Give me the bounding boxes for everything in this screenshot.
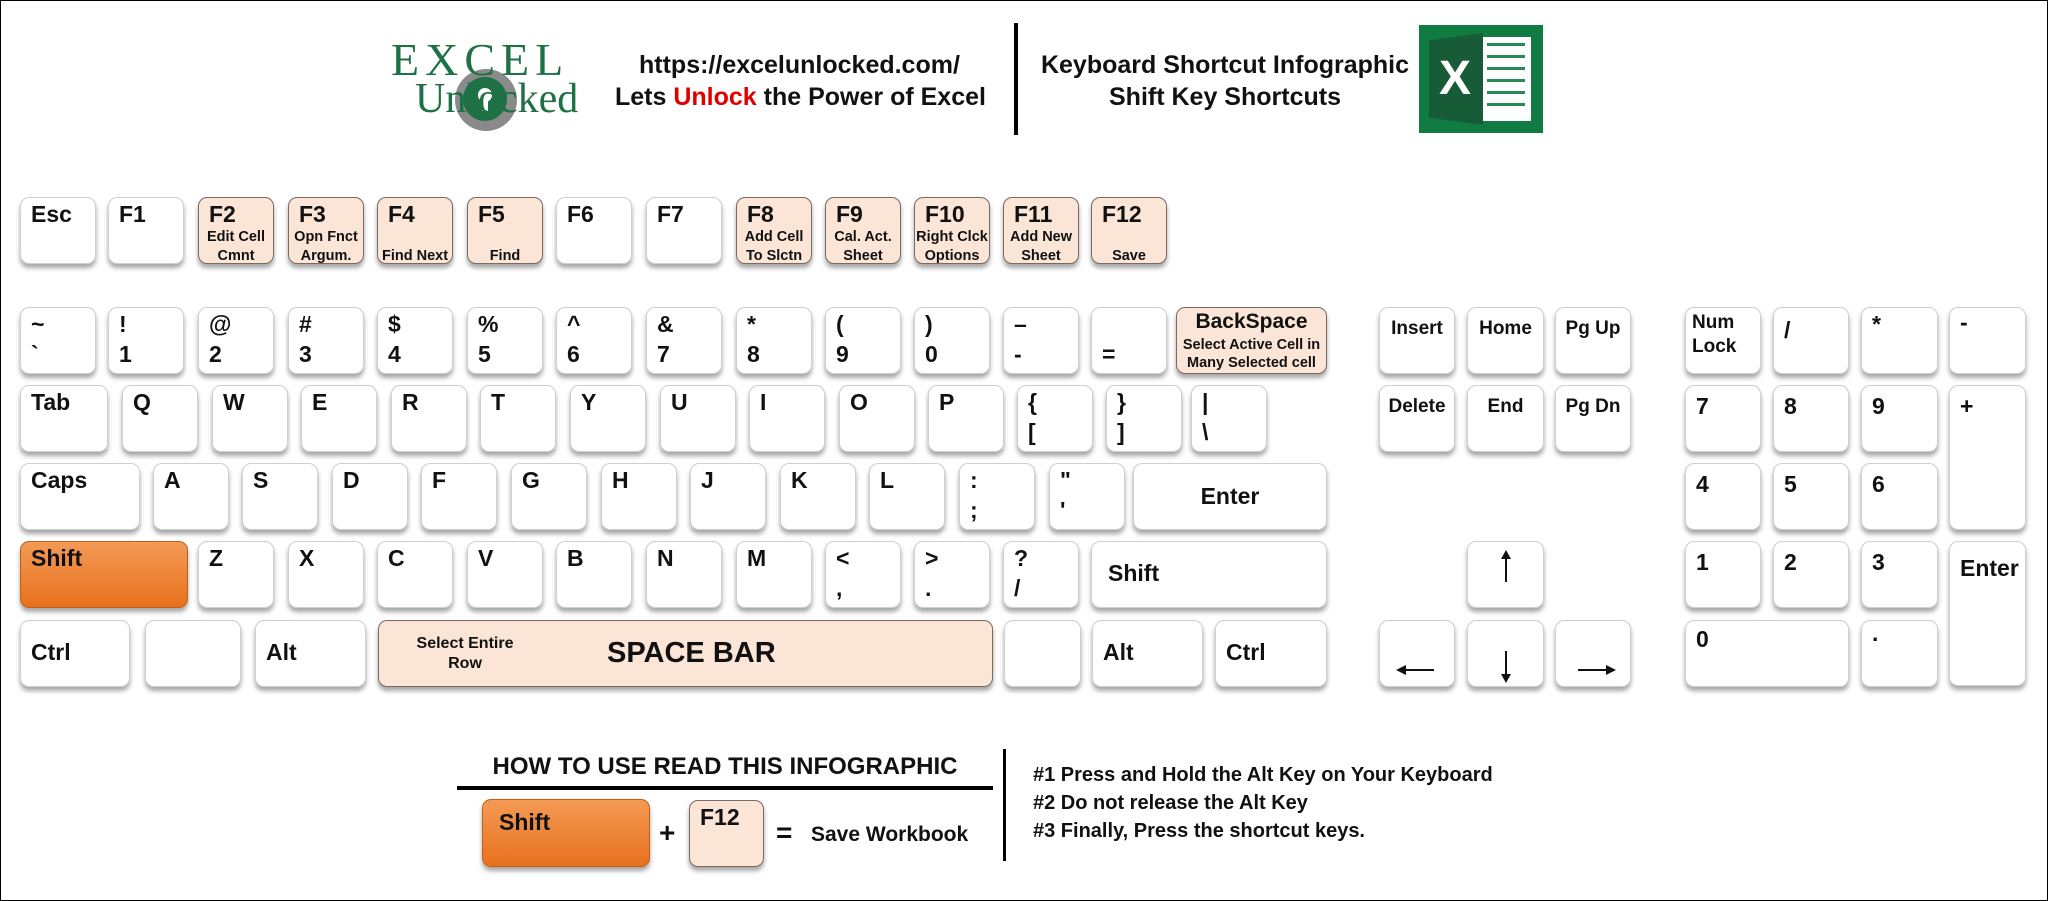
key-number-row-5[interactable] [467, 307, 543, 374]
arrow-left-icon [1396, 663, 1436, 677]
key-bottom-char: 7 [657, 341, 670, 367]
fkey-label: F7 [657, 201, 684, 227]
page-down-key[interactable] [1555, 385, 1631, 452]
arrow-right-key[interactable] [1555, 620, 1631, 687]
fkey-f7[interactable] [646, 197, 722, 264]
key-q-row-5[interactable] [480, 385, 556, 452]
howto-result: Save Workbook [811, 823, 969, 846]
backspace-desc-1: Select Active Cell in [1182, 337, 1321, 353]
howto-title-underline [457, 786, 993, 790]
key-z-row-3[interactable] [377, 541, 453, 608]
fkey-label: F11 [1014, 201, 1053, 227]
numpad-3-label: 3 [1872, 549, 1885, 575]
key-top-char: S [253, 467, 269, 493]
fkey-label: F1 [119, 201, 146, 227]
fkey-label: F3 [299, 201, 326, 227]
key-top-char: O [850, 389, 868, 415]
key-top-char: Shift [31, 545, 83, 571]
key-q-row-12[interactable] [1106, 385, 1182, 452]
right-ctrl-label: Ctrl [1226, 639, 1266, 665]
left-ctrl-key[interactable] [20, 620, 130, 687]
key-q-row-7[interactable] [660, 385, 736, 452]
key-bottom-char: 9 [836, 341, 849, 367]
key-number-row-7[interactable] [646, 307, 722, 374]
numpad-5-label: 5 [1784, 471, 1797, 497]
howto-f12-key [689, 800, 764, 867]
fkey-desc-1: Cal. Act. [834, 229, 892, 245]
left-alt-key[interactable] [255, 620, 366, 687]
numpad-4-label: 4 [1696, 471, 1709, 497]
key-a-row-5[interactable] [511, 463, 587, 530]
key-top-char: H [612, 467, 629, 493]
key-bottom-char: = [1102, 341, 1116, 367]
key-top-char: C [388, 545, 405, 571]
numpad-1-key[interactable] [1685, 541, 1761, 608]
key-bottom-char: 6 [567, 341, 580, 367]
numpad-enter-key[interactable] [1949, 541, 2026, 686]
numpad-plus-key[interactable] [1949, 385, 2026, 530]
howto-step-3: #3 Finally, Press the shortcut keys. [1033, 820, 1365, 842]
key-bottom-char: 8 [747, 341, 760, 367]
fkey-desc-2: Save [1112, 248, 1146, 264]
header-divider [1014, 23, 1018, 135]
key-bottom-char: - [1014, 341, 1022, 367]
numpad-minus-label: - [1960, 309, 1968, 335]
key-a-row-2[interactable] [242, 463, 318, 530]
excel-icon-letter: X [1439, 52, 1472, 105]
key-z-row-10[interactable] [1003, 541, 1079, 608]
key-bottom-char: [ [1028, 419, 1036, 445]
key-top-char: Z [209, 545, 224, 571]
fkey-label: F6 [567, 201, 594, 227]
page-up-key[interactable] [1555, 307, 1631, 374]
howto-shift-key [482, 799, 650, 867]
end-key[interactable] [1467, 385, 1544, 452]
key-top-char: $ [388, 311, 401, 337]
key-top-char: L [880, 467, 895, 493]
fkey-f4[interactable] [377, 197, 453, 264]
numpad-divide-label: / [1784, 317, 1791, 343]
space-bar-desc-1: Select Entire [416, 635, 514, 652]
numpad-6-label: 6 [1872, 471, 1885, 497]
key-a-row-10[interactable] [959, 463, 1035, 530]
fkey-desc-2: Cmnt [217, 248, 255, 264]
key-q-row-10[interactable] [928, 385, 1004, 452]
arrow-up-key[interactable] [1467, 541, 1544, 608]
numpad-multiply-label: * [1872, 311, 1881, 337]
key-top-char: > [925, 545, 939, 571]
num-lock-key[interactable] [1685, 307, 1761, 374]
key-number-row-11[interactable] [1003, 307, 1079, 374]
right-blank-key[interactable] [1004, 620, 1081, 687]
fkey-label: Esc [31, 201, 72, 227]
numpad-multiply-key[interactable] [1861, 307, 1938, 374]
numpad-enter-label: Enter [1960, 555, 2019, 581]
fkey-label: F9 [836, 201, 863, 227]
fkey-desc-1: Add New [1009, 229, 1073, 245]
numpad-9-key[interactable] [1861, 385, 1938, 452]
numpad-4-key[interactable] [1685, 463, 1761, 530]
howto-equals: = [776, 817, 793, 848]
numpad-7-key[interactable] [1685, 385, 1761, 452]
howto-title: HOW TO USE READ THIS INFOGRAPHIC [492, 753, 958, 780]
howto-step-2: #2 Do not release the Alt Key [1033, 792, 1308, 814]
key-a-row-4[interactable] [421, 463, 497, 530]
key-bottom-char: ' [1060, 497, 1066, 523]
howto-divider [1003, 749, 1006, 861]
key-top-char: " [1060, 467, 1071, 493]
key-top-char: U [671, 389, 688, 415]
fkey-desc-2: Options [924, 248, 980, 264]
key-top-char: | [1202, 389, 1209, 415]
key-top-char: Q [133, 389, 151, 415]
fkey-label: F8 [747, 201, 774, 227]
excel-unlocked-logo [389, 29, 601, 133]
key-q-row-1[interactable] [122, 385, 198, 452]
howto-shift-label: Shift [499, 809, 551, 835]
fkey-f10[interactable] [914, 197, 990, 264]
key-q-row-4[interactable] [391, 385, 467, 452]
key-top-char: & [657, 311, 674, 337]
key-q-row-2[interactable] [212, 385, 288, 452]
numpad-1-label: 1 [1696, 549, 1709, 575]
key-top-char: : [970, 467, 978, 493]
fkey-f3[interactable] [288, 197, 364, 264]
key-number-row-3[interactable] [288, 307, 364, 374]
key-bottom-char: 1 [119, 341, 132, 367]
arrow-down-icon [1496, 649, 1516, 683]
end-label: End [1487, 396, 1524, 417]
left-alt-label: Alt [266, 639, 297, 665]
delete-key[interactable] [1379, 385, 1455, 452]
arrow-right-icon [1576, 663, 1616, 677]
numpad-3-key[interactable] [1861, 541, 1938, 608]
home-key[interactable] [1467, 307, 1544, 374]
key-top-char: Y [581, 389, 597, 415]
insert-label: Insert [1391, 318, 1443, 339]
key-number-row-4[interactable] [377, 307, 453, 374]
numpad-8-label: 8 [1784, 393, 1797, 419]
enter-key[interactable] [1133, 463, 1327, 530]
key-z-row-7[interactable] [736, 541, 812, 608]
key-bottom-char: . [925, 575, 932, 601]
key-top-char: < [836, 545, 850, 571]
key-top-char: I [760, 389, 767, 415]
fkey-f1[interactable] [108, 197, 184, 264]
key-bottom-char: 2 [209, 341, 222, 367]
key-number-row-12[interactable] [1091, 307, 1167, 374]
fkey-f9[interactable] [825, 197, 901, 264]
fkey-f8[interactable] [736, 197, 812, 264]
key-a-row-7[interactable] [690, 463, 766, 530]
key-number-row-0[interactable] [20, 307, 96, 374]
key-top-char: Tab [31, 389, 71, 415]
key-top-char: R [402, 389, 419, 415]
fkey-label: F4 [388, 201, 415, 227]
key-top-char: } [1117, 389, 1126, 415]
numpad-plus-label: + [1960, 393, 1974, 419]
fkey-esc[interactable] [20, 197, 96, 264]
site-url: https://excelunlocked.com/ [639, 51, 960, 79]
key-bottom-char: 4 [388, 341, 401, 367]
key-top-char: # [299, 311, 312, 337]
key-top-char: ~ [31, 311, 45, 337]
key-bottom-char: ; [970, 497, 978, 523]
key-number-row-1[interactable] [108, 307, 184, 374]
fkey-f12[interactable] [1091, 197, 1167, 264]
key-q-row-9[interactable] [839, 385, 915, 452]
home-label: Home [1479, 318, 1532, 339]
key-z-row-5[interactable] [556, 541, 632, 608]
delete-label: Delete [1388, 396, 1446, 417]
key-top-char: Caps [31, 467, 88, 493]
key-a-row-1[interactable] [153, 463, 229, 530]
key-top-char: @ [209, 311, 232, 337]
key-top-char: W [223, 389, 245, 415]
key-top-char: { [1028, 389, 1037, 415]
fkey-desc-1: Right Clck [916, 229, 988, 245]
fkey-label: F10 [925, 201, 965, 227]
fkey-f5[interactable] [467, 197, 543, 264]
key-number-row-6[interactable] [556, 307, 632, 374]
fkey-desc-2: Sheet [843, 248, 883, 264]
tagline-pre: Lets [615, 83, 674, 111]
key-bottom-char: , [836, 575, 843, 601]
numpad-divide-key[interactable] [1773, 307, 1849, 374]
key-a-row-6[interactable] [601, 463, 677, 530]
page-down-label: Pg Dn [1565, 396, 1621, 417]
arrow-left-key[interactable] [1379, 620, 1455, 687]
key-top-char: ) [925, 311, 933, 337]
key-top-char: K [791, 467, 808, 493]
key-number-row-8[interactable] [736, 307, 812, 374]
fkey-desc-2: Argum. [300, 248, 352, 264]
page-title-line1: Keyboard Shortcut Infographic [1040, 51, 1410, 79]
arrow-up-icon [1496, 550, 1516, 584]
fkey-desc-1: Opn Fnct [294, 229, 358, 245]
key-q-row-3[interactable] [301, 385, 377, 452]
fkey-desc-2: Find [489, 248, 521, 264]
num-lock-label-1: Num [1692, 312, 1735, 333]
logo-bottom-text: Unlocked [415, 76, 579, 122]
left-ctrl-label: Ctrl [31, 639, 71, 665]
key-q-row-6[interactable] [570, 385, 646, 452]
num-lock-label-2: Lock [1692, 336, 1737, 357]
fkey-desc-2: Find Next [381, 248, 449, 264]
numpad-9-label: 9 [1872, 393, 1885, 419]
fkey-f6[interactable] [556, 197, 632, 264]
key-top-char: T [491, 389, 506, 415]
key-top-char: * [747, 311, 756, 337]
key-q-row-8[interactable] [749, 385, 825, 452]
backspace-label: BackSpace [1195, 310, 1308, 333]
key-top-char: % [478, 311, 499, 337]
key-a-row-0[interactable] [20, 463, 140, 530]
key-z-row-0[interactable] [20, 541, 188, 608]
excel-icon-grid [1487, 43, 1525, 115]
arrow-down-key[interactable] [1467, 620, 1544, 687]
key-z-row-1[interactable] [198, 541, 274, 608]
key-q-row-0[interactable] [20, 385, 108, 452]
key-bottom-char: ] [1117, 419, 1125, 445]
key-bottom-char: \ [1202, 419, 1209, 445]
right-shift-key[interactable] [1091, 541, 1327, 608]
key-top-char: V [478, 545, 494, 571]
space-bar-key[interactable] [378, 620, 993, 687]
howto-f12-label: F12 [700, 804, 740, 830]
howto-step-1: #1 Press and Hold the Alt Key on Your Keyboard [1033, 764, 1493, 786]
numpad-8-key[interactable] [1773, 385, 1849, 452]
fkey-desc-1: Add Cell [744, 229, 804, 245]
key-q-row-11[interactable] [1017, 385, 1093, 452]
tagline-highlight: Unlock [673, 83, 757, 111]
space-bar-desc-2: Row [448, 655, 482, 672]
enter-label: Enter [1200, 483, 1260, 509]
key-q-row-13[interactable] [1191, 385, 1267, 452]
numpad-2-label: 2 [1784, 549, 1797, 575]
key-top-char: X [299, 545, 315, 571]
key-bottom-char: 5 [478, 341, 491, 367]
key-top-char: N [657, 545, 674, 571]
key-a-row-11[interactable] [1049, 463, 1125, 530]
key-z-row-4[interactable] [467, 541, 543, 608]
key-bottom-char: 0 [925, 341, 938, 367]
numpad-0-key[interactable] [1685, 620, 1849, 687]
key-z-row-8[interactable] [825, 541, 901, 608]
right-alt-label: Alt [1103, 639, 1134, 665]
fkey-f2[interactable] [198, 197, 274, 264]
key-top-char: D [343, 467, 360, 493]
key-bottom-char: ` [31, 341, 39, 367]
key-a-row-8[interactable] [780, 463, 856, 530]
excel-app-icon [1419, 25, 1543, 133]
key-top-char: ! [119, 311, 127, 337]
numpad-7-label: 7 [1696, 393, 1709, 419]
key-number-row-10[interactable] [914, 307, 990, 374]
fkey-desc-2: Sheet [1021, 248, 1061, 264]
key-a-row-9[interactable] [869, 463, 945, 530]
left-blank-key[interactable] [145, 620, 241, 687]
key-a-row-3[interactable] [332, 463, 408, 530]
fkey-label: F5 [478, 201, 505, 227]
key-z-row-9[interactable] [914, 541, 990, 608]
space-bar-label: SPACE BAR [607, 637, 776, 669]
numpad-2-key[interactable] [1773, 541, 1849, 608]
fkey-label: F12 [1102, 201, 1142, 227]
key-top-char: ( [836, 311, 844, 337]
key-top-char: ? [1014, 545, 1029, 571]
key-top-char: – [1014, 311, 1027, 337]
backspace-desc-2: Many Selected cell [1187, 355, 1316, 371]
key-top-char: ^ [567, 311, 581, 337]
key-top-char: E [312, 389, 328, 415]
numpad-6-key[interactable] [1861, 463, 1938, 530]
tagline-post: the Power of Excel [756, 83, 986, 111]
key-top-char: G [522, 467, 540, 493]
numpad-dot-key[interactable] [1861, 620, 1938, 687]
page-title-line2: Shift Key Shortcuts [1109, 83, 1341, 111]
tagline [615, 83, 986, 112]
numpad-5-key[interactable] [1773, 463, 1849, 530]
right-alt-key[interactable] [1092, 620, 1203, 687]
key-top-char: B [567, 545, 584, 571]
right-shift-label: Shift [1108, 560, 1160, 586]
numpad-minus-key[interactable] [1949, 307, 2026, 374]
numpad-dot-label: . [1872, 620, 1879, 646]
key-top-char: J [701, 467, 714, 493]
howto-plus: + [659, 817, 676, 848]
key-top-char: F [432, 467, 447, 493]
key-top-char: M [747, 545, 767, 571]
key-number-row-9[interactable] [825, 307, 901, 374]
key-bottom-char: 3 [299, 341, 312, 367]
key-number-row-2[interactable] [198, 307, 274, 374]
fkey-f11[interactable] [1003, 197, 1079, 264]
right-ctrl-key[interactable] [1215, 620, 1327, 687]
key-bottom-char: / [1014, 575, 1021, 601]
key-top-char: P [939, 389, 955, 415]
key-z-row-6[interactable] [646, 541, 722, 608]
page-up-label: Pg Up [1565, 318, 1621, 339]
key-z-row-2[interactable] [288, 541, 364, 608]
fkey-label: F2 [209, 201, 236, 227]
fkey-desc-1: Edit Cell [206, 229, 265, 245]
fkey-desc-2: To Slctn [745, 248, 803, 264]
backspace-key[interactable] [1176, 307, 1327, 374]
key-top-char: A [164, 467, 181, 493]
insert-key[interactable] [1379, 307, 1455, 374]
numpad-0-label: 0 [1696, 626, 1709, 652]
logo-top-text: EXCEL [391, 34, 570, 85]
